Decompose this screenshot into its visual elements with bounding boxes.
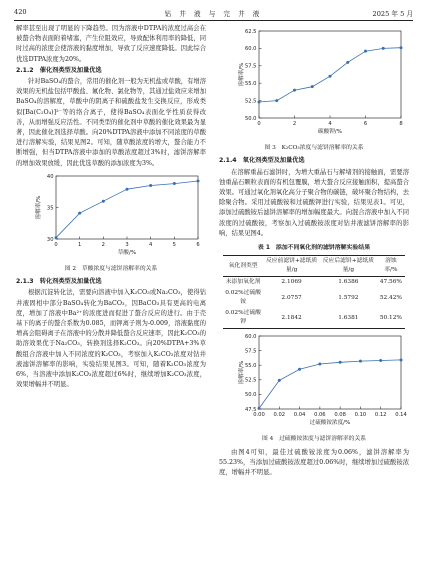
x-tick-label: 0.08 xyxy=(334,412,346,419)
chart-ammonium-persulfate xyxy=(219,331,409,429)
y-tick-label: 57.5 xyxy=(244,348,257,355)
table-row xyxy=(223,277,405,289)
data-point xyxy=(278,379,281,382)
section-heading-catalyst: 2.1.2 催化剂类型及加量优选 xyxy=(16,66,102,74)
x-tick-label: 4 xyxy=(328,121,332,127)
data-point xyxy=(382,47,385,50)
chart-k2co3 xyxy=(219,26,409,138)
y-tick-label: 50.0 xyxy=(244,115,257,122)
figure-3 xyxy=(219,26,409,142)
x-tick-label: 2 xyxy=(101,241,105,248)
table-cell: 1.5792 xyxy=(338,294,359,301)
section-heading-oxidant: 2.1.4 氧化剂类型及加量优选 xyxy=(219,157,305,165)
data-point xyxy=(258,100,261,103)
y-tick-label: 30 xyxy=(46,236,54,243)
figure-4-caption: 图 4 过硫酸铵浓度与滤饼溶解率的关系 xyxy=(261,436,367,443)
table-cell: 0.02%过硫酸钾 xyxy=(225,310,261,326)
x-axis-label: 草酸/% xyxy=(117,249,137,256)
figure-3-caption: 图 3 K₂CO₃浓度与滤饼溶解率的关系 xyxy=(264,145,364,152)
figure-4 xyxy=(219,331,409,433)
table-cell: 2.0757 xyxy=(281,294,302,301)
y-tick-label: 52.5 xyxy=(244,98,257,105)
journal-title: 钻 井 液 与 完 井 液 xyxy=(164,10,263,18)
table-cell: 52.42% xyxy=(379,294,402,301)
x-tick-label: 0 xyxy=(54,241,58,248)
x-tick-label: 8 xyxy=(399,121,403,127)
plot-frame xyxy=(56,176,198,239)
table-cell: 50.12% xyxy=(379,314,402,321)
y-axis-label: 溶解率/% xyxy=(239,62,245,87)
table-cell: 未添加氧化剂 xyxy=(225,279,261,286)
data-point xyxy=(275,99,278,102)
data-point xyxy=(346,61,349,64)
table-header-row xyxy=(223,256,405,277)
x-tick-label: 3 xyxy=(125,241,129,248)
y-tick-label: 55.0 xyxy=(244,81,257,87)
chart-oxalic-acid xyxy=(16,171,206,259)
x-tick-label: 0.06 xyxy=(314,412,326,419)
x-tick-label: 0.02 xyxy=(273,412,286,419)
table-cell: 2.1842 xyxy=(281,314,302,321)
data-point xyxy=(149,184,152,187)
table-header-cell: 氧化剂类型 xyxy=(228,262,258,269)
data-point xyxy=(78,212,81,215)
paragraph-dtpa: 解率甚至出现了明显的下降趋势。因为溶液中DTPA的浓度过高会在被螯合物表面附着堵塞，产生位阻效应，导致配体利用率的降低，同时过高的浓度会使溶液的黏度增加，导致了反应速度降低。因此综合优选DTPA浓度为20%。 xyxy=(16,25,206,63)
y-tick-label: 47.5 xyxy=(244,407,257,414)
y-axis-label: 溶解率/% xyxy=(239,360,245,385)
table-header-cell: 反应前滤饼+滤纸质量/g xyxy=(265,258,318,274)
data-point xyxy=(318,363,321,366)
paragraph-catalyst: 针对BaSO₄的螯合，常用的催化剂一般为无机盐或草酸，有增溶效果的无机盐包括甲酸盐、氟化物、氯化物等，其通过盐效应来增加BaSO₄的溶解度，草酸中的阴离子和硫酸盐发生交换反应，形成类似[Ba(C₂O₄)]²⁻等的络合离子，使得BaSO₄表面化学性质获得改善，从而增强反应活性。不同类型的催化剂中草酸的催化效果最为显著，因此催化剂选择草酸。向20%DTPA溶液中添加不同浓度的草酸进行溶解实验，结果见图2。可知，随草酸浓度的增大，螯合能力不断增强，但当DTPA溶液中添加的草酸浓度超过3%时，滤饼溶解率的增加效果放缓，因此优选草酸的添加浓度为3%。 xyxy=(16,78,206,167)
table-cell: 0.02%过硫酸铵 xyxy=(225,290,261,306)
y-tick-label: 62.5 xyxy=(244,28,257,35)
table-cell: 1.6381 xyxy=(338,314,359,321)
x-tick-label: 5 xyxy=(172,241,176,248)
data-point xyxy=(359,360,362,363)
table-1-caption: 表 1 添加不同氧化剂的滤饼溶解实验结果 xyxy=(257,245,371,252)
data-point xyxy=(311,85,314,88)
y-tick-label: 52.5 xyxy=(244,377,257,384)
y-tick-label: 55.0 xyxy=(244,363,257,370)
y-axis-label: 溶解率/% xyxy=(36,195,42,220)
header-rule xyxy=(14,20,413,21)
right-column xyxy=(219,24,409,478)
x-tick-label: 0.04 xyxy=(293,412,306,419)
plot-frame xyxy=(259,336,401,409)
x-tick-label: 0.10 xyxy=(354,412,367,419)
running-header xyxy=(14,8,413,20)
plot-frame xyxy=(259,31,401,118)
series-line xyxy=(259,360,401,409)
figure-2 xyxy=(16,171,206,263)
issue-date: 2025 年 5 月 xyxy=(372,10,413,18)
x-tick-label: 0.12 xyxy=(374,412,387,419)
y-tick-label: 50.0 xyxy=(244,392,257,399)
data-point xyxy=(197,179,200,182)
x-tick-label: 4 xyxy=(149,241,153,248)
section-heading-converter: 2.1.3 转化剂类型及加量优选 xyxy=(16,278,102,286)
x-tick-label: 6 xyxy=(363,121,368,127)
table-header-cell: 反应后滤饼+滤纸质量/g xyxy=(322,258,374,274)
paragraph-result: 由图4可知，最佳过硫酸铵浓度为0.06%，滤饼溶解率为55.23%，当添加过硫酸铵浓度超过0.06%时，继续增加过硫酸铵浓度，增幅并不明显。 xyxy=(219,448,409,477)
data-point xyxy=(364,50,367,53)
table-header-cell: 溶蚀率/% xyxy=(384,258,398,274)
table-cell: 1.6386 xyxy=(338,279,359,286)
table-cell: 47.56% xyxy=(379,279,402,286)
x-tick-label: 0.00 xyxy=(253,412,265,419)
y-tick-label: 60.0 xyxy=(244,46,257,53)
table-row xyxy=(223,288,405,308)
table-cell: 2.1069 xyxy=(281,279,302,286)
data-point xyxy=(126,188,129,191)
y-tick-label: 57.5 xyxy=(244,63,257,70)
x-tick-label: 0.14 xyxy=(395,412,407,419)
data-point xyxy=(55,236,58,239)
x-axis-label: 碳酸钾/% xyxy=(318,129,342,135)
x-tick-label: 2 xyxy=(292,121,297,127)
data-point xyxy=(293,89,296,92)
page-number: 420 xyxy=(14,8,27,16)
data-point xyxy=(102,200,105,203)
data-point xyxy=(298,368,301,371)
paragraph-oxidant: 在溶解重晶石滤饼时，为增大重晶石与解堵剂的接触面，需要溶蚀重晶石颗粒表面的有机包覆膜，增大螯合反应接触面积，提高螯合效果。可通过氧化剂氧化高分子聚合物的碳链，破坏聚合物结构，去除聚合物。采用过硫酸铵和过硫酸钾进行实验，结果见表1。可见，添加过硫酸铵后滤饼溶解率的增加幅度最大。向混合溶液中加入不同浓度的过硫酸铵，考察加入过硫酸铵浓度对钻井液滤饼溶解率的影响，结果见图4。 xyxy=(219,168,409,237)
data-point xyxy=(329,75,332,78)
y-tick-label: 35 xyxy=(46,205,54,212)
data-point xyxy=(400,46,403,49)
y-tick-label: 60.0 xyxy=(244,334,257,341)
x-tick-label: 1 xyxy=(78,241,82,248)
data-point xyxy=(173,182,176,185)
figure-2-caption: 图 2 草酸浓度与滤饼溶解率的关系 xyxy=(64,266,158,273)
table-row xyxy=(223,308,405,329)
data-point xyxy=(339,361,342,364)
paragraph-converter: 根据沉淀转化法，需要向溶液中加入K₂CO₃或Na₂CO₃，使得钻井液固相中部分BaSO₄转化为BaCO₃，因BaCO₃具有更高的电离度，增加了溶液中Ba²⁺的浓度进而促进了螯合反应的进行。由于壳基下的离子的螯合系数为0.085，而钾离子则为-0.009，溶液黏度的增高会阻碍离子在溶液中的分散并降低螯合反应速率，因此K₂CO₃的助溶效果优于Na₂CO₃，转换剂选择K₂CO₃。向20%DTPA+3%草酸组合溶液中加入不同浓度的K₂CO₃，考察加入K₂CO₃浓度对钻井液滤饼溶解率的影响，实验结果见图3。可知，随着K₂CO₃浓度为6%，当溶液中添加K₂CO₃浓度超过6%时，继续增加K₂CO₃浓度，效果增幅并不明显。 xyxy=(16,289,206,389)
data-point xyxy=(400,359,403,362)
left-column xyxy=(16,24,206,390)
x-tick-label: 0 xyxy=(257,121,261,127)
x-axis-label: 过硫酸铵浓度/% xyxy=(309,420,351,427)
data-point xyxy=(258,407,261,410)
x-tick-label: 6 xyxy=(196,241,200,248)
y-tick-label: 40 xyxy=(46,173,54,180)
data-point xyxy=(379,359,382,362)
table-1 xyxy=(223,255,405,329)
